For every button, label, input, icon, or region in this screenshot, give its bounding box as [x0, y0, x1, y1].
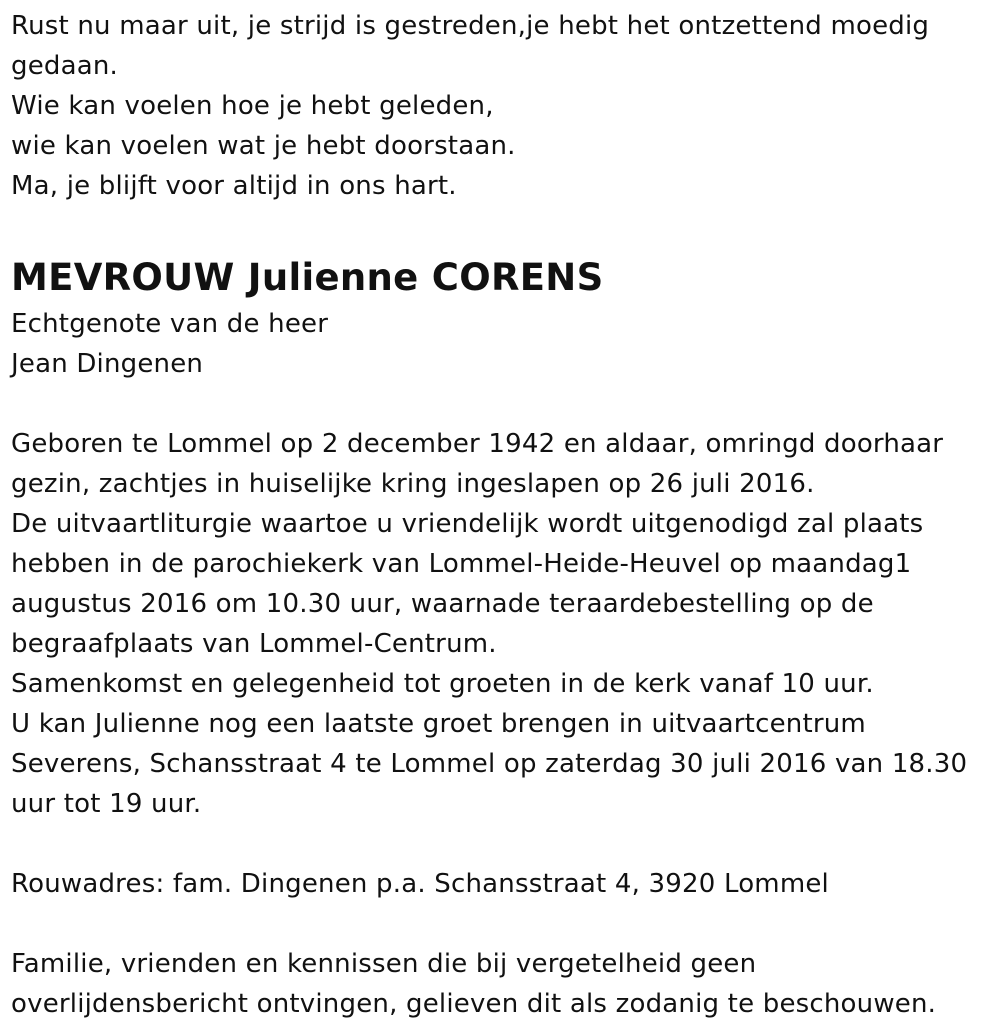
spacer [11, 206, 991, 252]
closing-note [11, 944, 991, 1024]
spacer [11, 384, 991, 424]
body-line: begraafplaats van Lommel-Centrum. [11, 629, 497, 659]
body-line: uur tot 19 uur. [11, 789, 202, 819]
body-line: U kan Julienne nog een laatste groet brengen in uitvaartcentrum [11, 709, 866, 739]
spouse-line: Jean Dingenen [11, 349, 204, 379]
spouse-info [11, 304, 991, 384]
poem-line: Rust nu maar uit, je strijd is gestreden,je hebt het ontzettend moedig [11, 11, 930, 41]
body-line: gezin, zachtjes in huiselijke kring ingeslapen op 26 juli 2016. [11, 469, 815, 499]
spacer [11, 904, 991, 944]
poem [11, 6, 991, 206]
closing-line: overlijdensbericht ontvingen, gelieven dit als zodanig te beschouwen. [11, 989, 937, 1019]
body-line: hebben in de parochiekerk van Lommel-Heide-Heuvel op maandag1 [11, 549, 912, 579]
poem-line: Ma, je blijft voor altijd in ons hart. [11, 171, 457, 201]
mourning-address: Rouwadres: fam. Dingenen p.a. Schansstraat 4, 3920 Lommel [11, 869, 829, 899]
closing-line: Familie, vrienden en kennissen die bij vergetelheid geen [11, 949, 757, 979]
poem-line: gedaan. [11, 51, 119, 81]
body-line: Severens, Schansstraat 4 te Lommel op zaterdag 30 juli 2016 van 18.30 [11, 749, 968, 779]
poem-line: wie kan voelen wat je hebt doorstaan. [11, 131, 516, 161]
spacer [11, 824, 991, 864]
body-line: De uitvaartliturgie waartoe u vriendelijk wordt uitgenodigd zal plaats [11, 509, 924, 539]
poem-line: Wie kan voelen hoe je hebt geleden, [11, 91, 494, 121]
deceased-name-heading: MEVROUW Julienne CORENS [11, 256, 604, 299]
body-line: augustus 2016 om 10.30 uur, waarnade teraardebestelling op de [11, 589, 874, 619]
body-line: Samenkomst en gelegenheid tot groeten in de kerk vanaf 10 uur. [11, 669, 874, 699]
spouse-line: Echtgenote van de heer [11, 309, 329, 339]
obituary-document [11, 6, 991, 1024]
obituary-body [11, 424, 991, 824]
body-line: Geboren te Lommel op 2 december 1942 en aldaar, omringd doorhaar [11, 429, 944, 459]
